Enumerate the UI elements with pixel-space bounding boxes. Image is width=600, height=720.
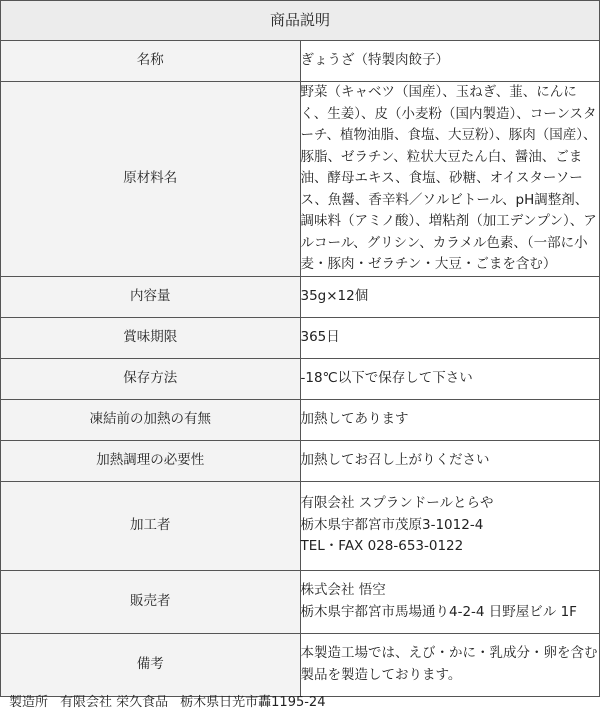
row-label: 販売者 [1, 570, 301, 633]
table-row-content-amount [1, 276, 600, 317]
row-value: 35g×12個 [300, 276, 600, 317]
row-value: ぎょうざ（特製肉餃子） [300, 41, 600, 82]
table-row-processor [1, 481, 600, 570]
table-row-ingredients [1, 82, 600, 277]
row-value [300, 570, 600, 633]
row-value: 本製造工場では、えび・かに・乳成分・卵を含む製品を製造しております。 [300, 633, 600, 696]
row-value: 365日 [300, 317, 600, 358]
manufacturer-footer [9, 693, 325, 713]
table-title: 商品説明 [1, 1, 600, 41]
seller-address: 栃木県宇都宮市馬場通り4-2-4 日野屋ビル 1F [300, 603, 577, 620]
seller-company: 株式会社 悟空 [300, 582, 386, 598]
footer-company: 有限会社 栄久食品 [60, 695, 169, 710]
processor-company: 有限会社 スプランドールとらや [300, 495, 494, 512]
row-label: 内容量 [1, 276, 301, 317]
table-row-cooking-required [1, 440, 600, 481]
row-value: 加熱してあります [300, 399, 600, 440]
table-row-heated-before-freezing [1, 399, 600, 440]
table-row-name [1, 41, 600, 82]
table-row-notes [1, 633, 600, 696]
table-row-seller [1, 570, 600, 633]
row-label: 保存方法 [1, 358, 301, 399]
row-label: 名称 [1, 41, 301, 82]
row-value: 野菜（キャベツ（国産）、玉ねぎ、韮、にんにく、生姜）、皮（小麦粉（国内製造）、コーンスターチ、植物油脂、食塩、大豆粉）、豚肉（国産）、豚脂、ゼラチン、粒状大豆たん白、醤油、ごま油、酵母エキス、食塩、砂糖、オイスターソース、魚醤、香辛料／ソルビトール、pH調整剤、調味料（アミノ酸）、増粘剤（加工デンプン）、アルコール、グリシン、カラメル色素、（一部に小麦・豚肉・ゼラチン・大豆・ごまを含む） [300, 82, 600, 277]
row-label: 加熱調理の必要性 [1, 440, 301, 481]
row-value: -18℃以下で保存して下さい [300, 358, 600, 399]
row-label: 賞味期限 [1, 317, 301, 358]
processor-phone: TEL・FAX 028-653-0122 [300, 538, 464, 555]
row-value [300, 481, 600, 570]
row-label: 凍結前の加熱の有無 [1, 399, 301, 440]
row-label: 原材料名 [1, 82, 301, 277]
processor-address: 栃木県宇都宮市茂原3-1012-4 [300, 516, 484, 533]
footer-label: 製造所 [9, 695, 49, 710]
row-label: 加工者 [1, 481, 301, 570]
row-value: 加熱してお召し上がりください [300, 440, 600, 481]
footer-address: 栃木県日光市轟1195-24 [180, 695, 326, 710]
row-label: 備考 [1, 633, 301, 696]
table-row-best-before [1, 317, 600, 358]
table-row-storage [1, 358, 600, 399]
